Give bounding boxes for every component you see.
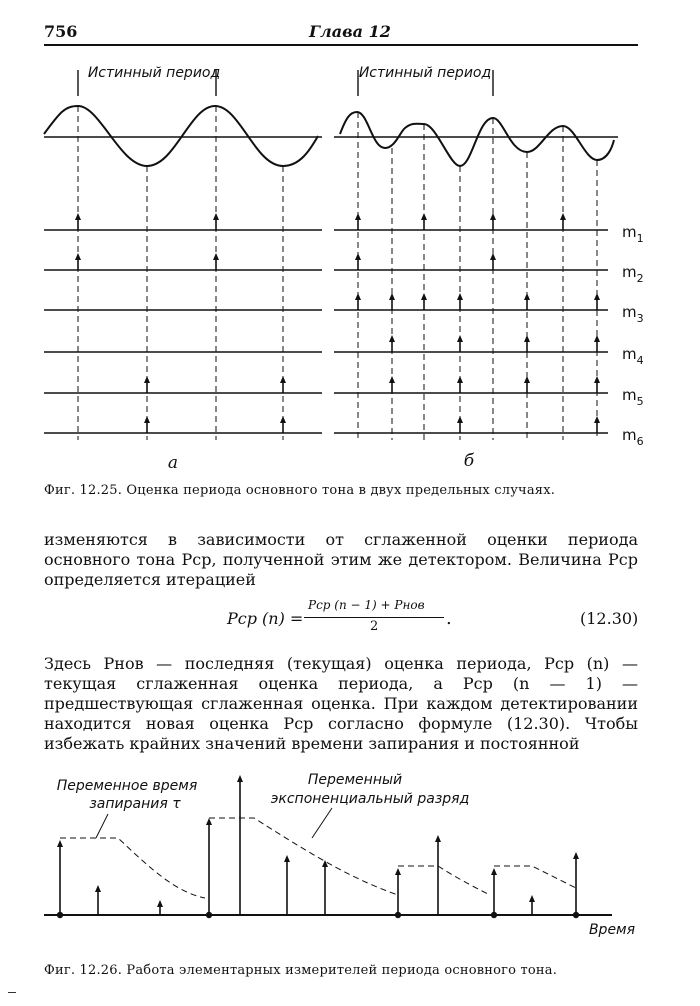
detection-dot-2 [206, 912, 212, 918]
pulse-a-m1-x78-head [75, 213, 81, 220]
pulse-b-m1-x563-head [560, 213, 566, 220]
pulse-b-m5-x460-head [457, 376, 463, 383]
pulse-b-m5-x392-head [389, 376, 395, 383]
panel-a-waveform [44, 106, 318, 166]
pulse-a-m2-x78-head [75, 253, 81, 260]
formula-fraction-bar [304, 617, 444, 618]
pulse-b-m4-x527-head [524, 335, 530, 342]
formula-terminator: . [446, 608, 452, 629]
label-blanking-line2: запирания τ [89, 796, 181, 812]
formula-denominator: 2 [370, 619, 379, 634]
channel-label-m5: $m_5$ [622, 386, 644, 408]
label-blanking-line1: Переменное время [56, 778, 198, 794]
label-exp-line2: экспоненциальный разряд [270, 791, 470, 807]
pulse-11-head [529, 895, 535, 902]
formula-numerator: Pср (n − 1) + Pнов [308, 598, 425, 612]
pulse-3-head [157, 900, 163, 907]
equation-number: (12.30) [580, 609, 639, 628]
period-label-a: Истинный период [87, 65, 221, 81]
panel-label-a: а [167, 453, 179, 470]
pulse-a-m5-x147-head [144, 376, 150, 383]
formula-12-30 [200, 598, 640, 644]
pulse-b-m1-x493-head [490, 213, 496, 220]
pulse-1-head [57, 840, 63, 847]
pulse-b-m3-x527-head [524, 293, 530, 300]
pulse-6-head [284, 855, 290, 862]
margin-mark [8, 992, 16, 993]
period-label-b: Истинный период [358, 65, 492, 81]
blanking-envelope [60, 818, 576, 898]
page-number: 756 [44, 22, 78, 41]
pulse-b-m3-x424-head [421, 293, 427, 300]
pulse-b-m5-x597-head [594, 376, 600, 383]
pulse-a-m5-x283-head [280, 376, 286, 383]
detection-dot-1 [57, 912, 63, 918]
pulse-b-m2-x493-head [490, 253, 496, 260]
channel-label-m4: $m_4$ [622, 345, 644, 367]
figure-12-25 [0, 0, 700, 470]
detection-dot-5 [573, 912, 579, 918]
pulse-b-m3-x597-head [594, 293, 600, 300]
panel-label-b: б [463, 451, 475, 470]
figure-12-25-caption: Фиг. 12.25. Оценка периода основного тона в двух предельных случаях. [44, 483, 556, 498]
paragraph-2: Здесь Pнов — последняя (текущая) оценка периода, Pср (n) — текущая сглаженная оценка периода, а Pср (n — 1) — предшествующая сглаженная оценка. При каждом детектировании находится новая оценка Pср согласно формуле (12.30). Чтобы избежать крайних значений времени запирания и постоянной [44, 654, 638, 753]
pulse-b-m3-x392-head [389, 293, 395, 300]
label-exp-line1: Переменный [307, 772, 403, 788]
pulse-b-m3-x460-head [457, 293, 463, 300]
detection-dot-3 [395, 912, 401, 918]
pulse-b-m4-x392-head [389, 335, 395, 342]
panel-b-waveform [340, 112, 614, 166]
pulse-2-head [95, 885, 101, 892]
pulse-b-m6-x460-head [457, 416, 463, 423]
pulse-b-m1-x424-head [421, 213, 427, 220]
pulse-a-m2-x216-head [213, 253, 219, 260]
pulse-b-m4-x460-head [457, 335, 463, 342]
pulse-12-head [573, 852, 579, 859]
pulse-a-m1-x216-head [213, 213, 219, 220]
channel-label-m6: $m_6$ [622, 426, 644, 448]
paragraph-1: изменяются в зависимости от сглаженной оценки периода основного тона Pср, полученной этим же детектором. Величина Pср определяется итерацией [44, 530, 638, 589]
pulse-7-head [322, 860, 328, 867]
leader-blanking [96, 814, 108, 838]
pulse-a-m6-x147-head [144, 416, 150, 423]
pulse-10-head [491, 868, 497, 875]
pulse-b-m5-x527-head [524, 376, 530, 383]
pulse-b-m3-x358-head [355, 293, 361, 300]
pulse-8-head [395, 868, 401, 875]
pulse-a-m6-x283-head [280, 416, 286, 423]
chapter-title: Глава 12 [309, 22, 391, 41]
leader-exp [312, 808, 332, 838]
pulse-5-head [237, 775, 243, 782]
pulse-b-m6-x597-head [594, 416, 600, 423]
pulse-b-m1-x358-head [355, 213, 361, 220]
detection-dot-4 [491, 912, 497, 918]
formula-lhs: Pср (n) = [227, 609, 304, 628]
pulse-b-m4-x597-head [594, 335, 600, 342]
pulse-9-head [435, 835, 441, 842]
channel-label-m3: $m_3$ [622, 303, 644, 325]
time-axis-label: Время [588, 922, 636, 938]
channel-label-m1: $m_1$ [622, 223, 644, 245]
pulse-4-head [206, 818, 212, 825]
pulse-b-m2-x358-head [355, 253, 361, 260]
figure-12-26 [0, 770, 700, 950]
figure-12-26-caption: Фиг. 12.26. Работа элементарных измерителей периода основного тона. [44, 963, 558, 978]
channel-label-m2: $m_2$ [622, 263, 644, 285]
